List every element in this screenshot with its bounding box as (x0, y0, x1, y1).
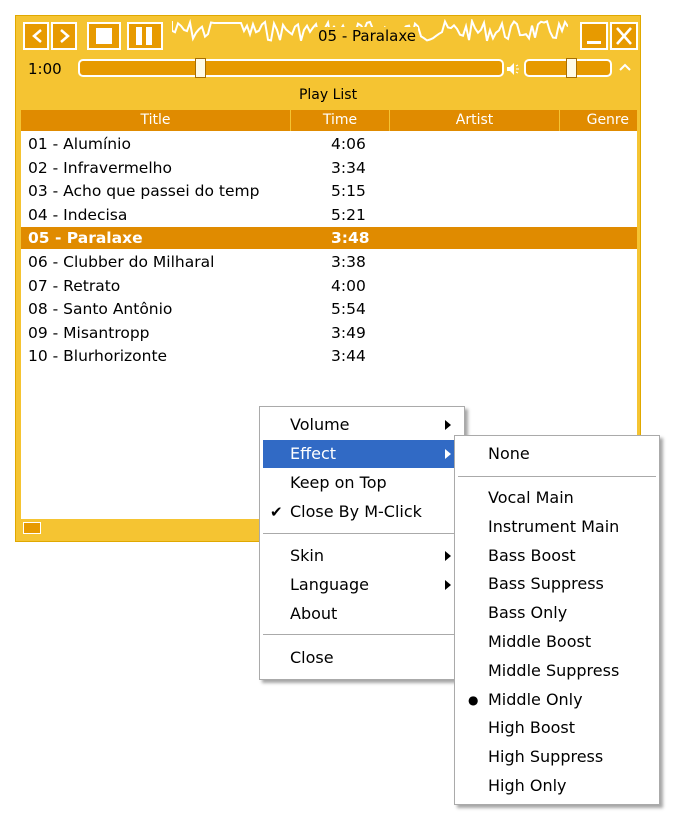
track-duration: 3:38 (331, 253, 366, 271)
volume-slider[interactable] (524, 59, 612, 77)
submenu-arrow-icon (445, 449, 451, 459)
menu-item-label: Middle Boost (488, 632, 592, 651)
menu-item-close[interactable] (263, 644, 461, 672)
menu-item-label: Volume (290, 415, 350, 434)
effect-submenu (454, 435, 660, 805)
track-title: 05 - Paralaxe (318, 27, 416, 45)
stop-button[interactable] (87, 22, 121, 50)
track-name: 01 - Alumínio (28, 135, 131, 153)
menu-item-label: Bass Boost (488, 545, 576, 565)
playlist-row[interactable] (21, 275, 637, 297)
menu-item-label: Language (290, 575, 369, 594)
playlist-row[interactable] (21, 298, 637, 320)
menu-item-label: Instrument Main (488, 516, 620, 536)
menu-item-label: Keep on Top (290, 473, 387, 492)
close-button[interactable] (610, 22, 638, 50)
track-name: 04 - Indecisa (28, 205, 128, 224)
menu-item-label: Effect (290, 444, 337, 463)
playlist-row[interactable] (21, 227, 637, 249)
track-duration: 5:21 (331, 205, 366, 224)
previous-button[interactable] (23, 22, 49, 50)
context-menu (259, 406, 465, 680)
playlist-column-header (21, 110, 637, 131)
effect-item-middle-only[interactable] (458, 686, 656, 714)
track-name: 07 - Retrato (28, 276, 121, 295)
effect-item-middle-suppress[interactable] (458, 657, 656, 685)
next-button[interactable] (51, 22, 77, 50)
menu-item-label: Middle Suppress (488, 660, 620, 680)
pause-button[interactable] (127, 22, 163, 50)
track-name: 08 - Santo Antônio (28, 300, 173, 319)
menu-item-label: None (488, 444, 530, 463)
menu-separator (458, 476, 656, 477)
effect-item-none[interactable] (458, 440, 656, 468)
minimize-icon (582, 24, 610, 52)
effect-item-middle-boost[interactable] (458, 628, 656, 656)
menu-item-label: Bass Suppress (488, 574, 604, 594)
track-duration: 3:44 (331, 347, 366, 366)
track-name: 09 - Misantropp (28, 323, 150, 342)
playlist-row[interactable] (21, 251, 637, 273)
effect-item-high-boost[interactable] (458, 714, 656, 742)
menu-item-skin[interactable] (263, 542, 461, 570)
scroll-left-button[interactable] (23, 522, 41, 534)
elapsed-time: 1:00 (28, 60, 62, 78)
track-name: 03 - Acho que passei do temp (28, 182, 260, 201)
menu-item-volume[interactable] (263, 411, 461, 439)
playlist-row[interactable] (21, 204, 637, 226)
menu-item-label: About (290, 604, 338, 623)
playlist-row[interactable] (21, 322, 637, 344)
submenu-arrow-icon (445, 580, 451, 590)
menu-item-label: Middle Only (488, 689, 583, 709)
track-duration: 3:49 (331, 323, 366, 342)
effect-item-high-suppress[interactable] (458, 743, 656, 771)
column-genre[interactable]: Genre (586, 112, 629, 128)
seek-slider[interactable] (78, 59, 504, 77)
menu-item-label: High Suppress (488, 747, 604, 767)
track-name: 05 - Paralaxe (28, 229, 143, 248)
seek-slider-thumb[interactable] (195, 58, 206, 78)
pause-icon (129, 24, 165, 52)
track-duration: 4:06 (331, 135, 366, 153)
next-icon (53, 24, 79, 52)
playlist-row[interactable] (21, 180, 637, 202)
menu-item-effect[interactable] (263, 440, 461, 468)
minimize-button[interactable] (580, 22, 608, 50)
submenu-arrow-icon (445, 420, 451, 430)
track-name: 10 - Blurhorizonte (28, 347, 168, 366)
menu-item-label: Bass Only (488, 603, 568, 623)
menu-item-language[interactable] (263, 571, 461, 599)
submenu-arrow-icon (445, 551, 451, 561)
effect-item-bass-suppress[interactable] (458, 570, 656, 598)
column-time[interactable]: Time (291, 110, 390, 131)
menu-separator (263, 533, 461, 534)
effect-item-bass-only[interactable] (458, 599, 656, 627)
column-title[interactable]: Title (21, 110, 291, 131)
radio-bullet-icon: ● (468, 692, 479, 707)
track-duration: 5:54 (331, 300, 366, 319)
menu-item-keep-on-top[interactable] (263, 469, 461, 497)
menu-item-close-by-m-click[interactable] (263, 498, 461, 526)
effect-item-vocal-main[interactable] (458, 484, 656, 512)
playlist-title: Play List (298, 87, 358, 103)
track-name: 06 - Clubber do Milharal (28, 253, 215, 271)
close-icon (612, 24, 640, 52)
menu-item-label: Vocal Main (488, 488, 574, 507)
prev-icon (25, 24, 51, 52)
track-duration: 3:34 (331, 158, 366, 177)
menu-separator (263, 634, 461, 635)
track-duration: 4:00 (331, 276, 366, 295)
playlist-row[interactable] (21, 345, 637, 367)
menu-item-label: High Boost (488, 718, 576, 738)
track-name: 02 - Infravermelho (28, 158, 172, 177)
menu-item-label: Close (290, 648, 334, 667)
speaker-icon[interactable] (506, 62, 520, 76)
menu-item-label: High Only (488, 776, 567, 795)
checkmark-icon: ✔ (270, 503, 283, 521)
effect-item-instrument-main[interactable] (458, 513, 656, 541)
track-duration: 3:48 (331, 229, 370, 248)
playlist-row[interactable] (21, 157, 637, 179)
menu-item-label: Close By M-Click (290, 502, 422, 521)
playlist-row[interactable] (21, 133, 637, 155)
effect-item-high-only[interactable] (458, 772, 656, 800)
stop-icon (89, 24, 123, 52)
column-artist[interactable]: Artist (390, 110, 560, 131)
volume-slider-thumb[interactable] (566, 58, 577, 78)
menu-item-about[interactable] (263, 600, 461, 628)
track-duration: 5:15 (331, 182, 366, 201)
effect-item-bass-boost[interactable] (458, 542, 656, 570)
chevron-up-icon[interactable] (618, 60, 632, 74)
menu-item-label: Skin (290, 546, 325, 565)
